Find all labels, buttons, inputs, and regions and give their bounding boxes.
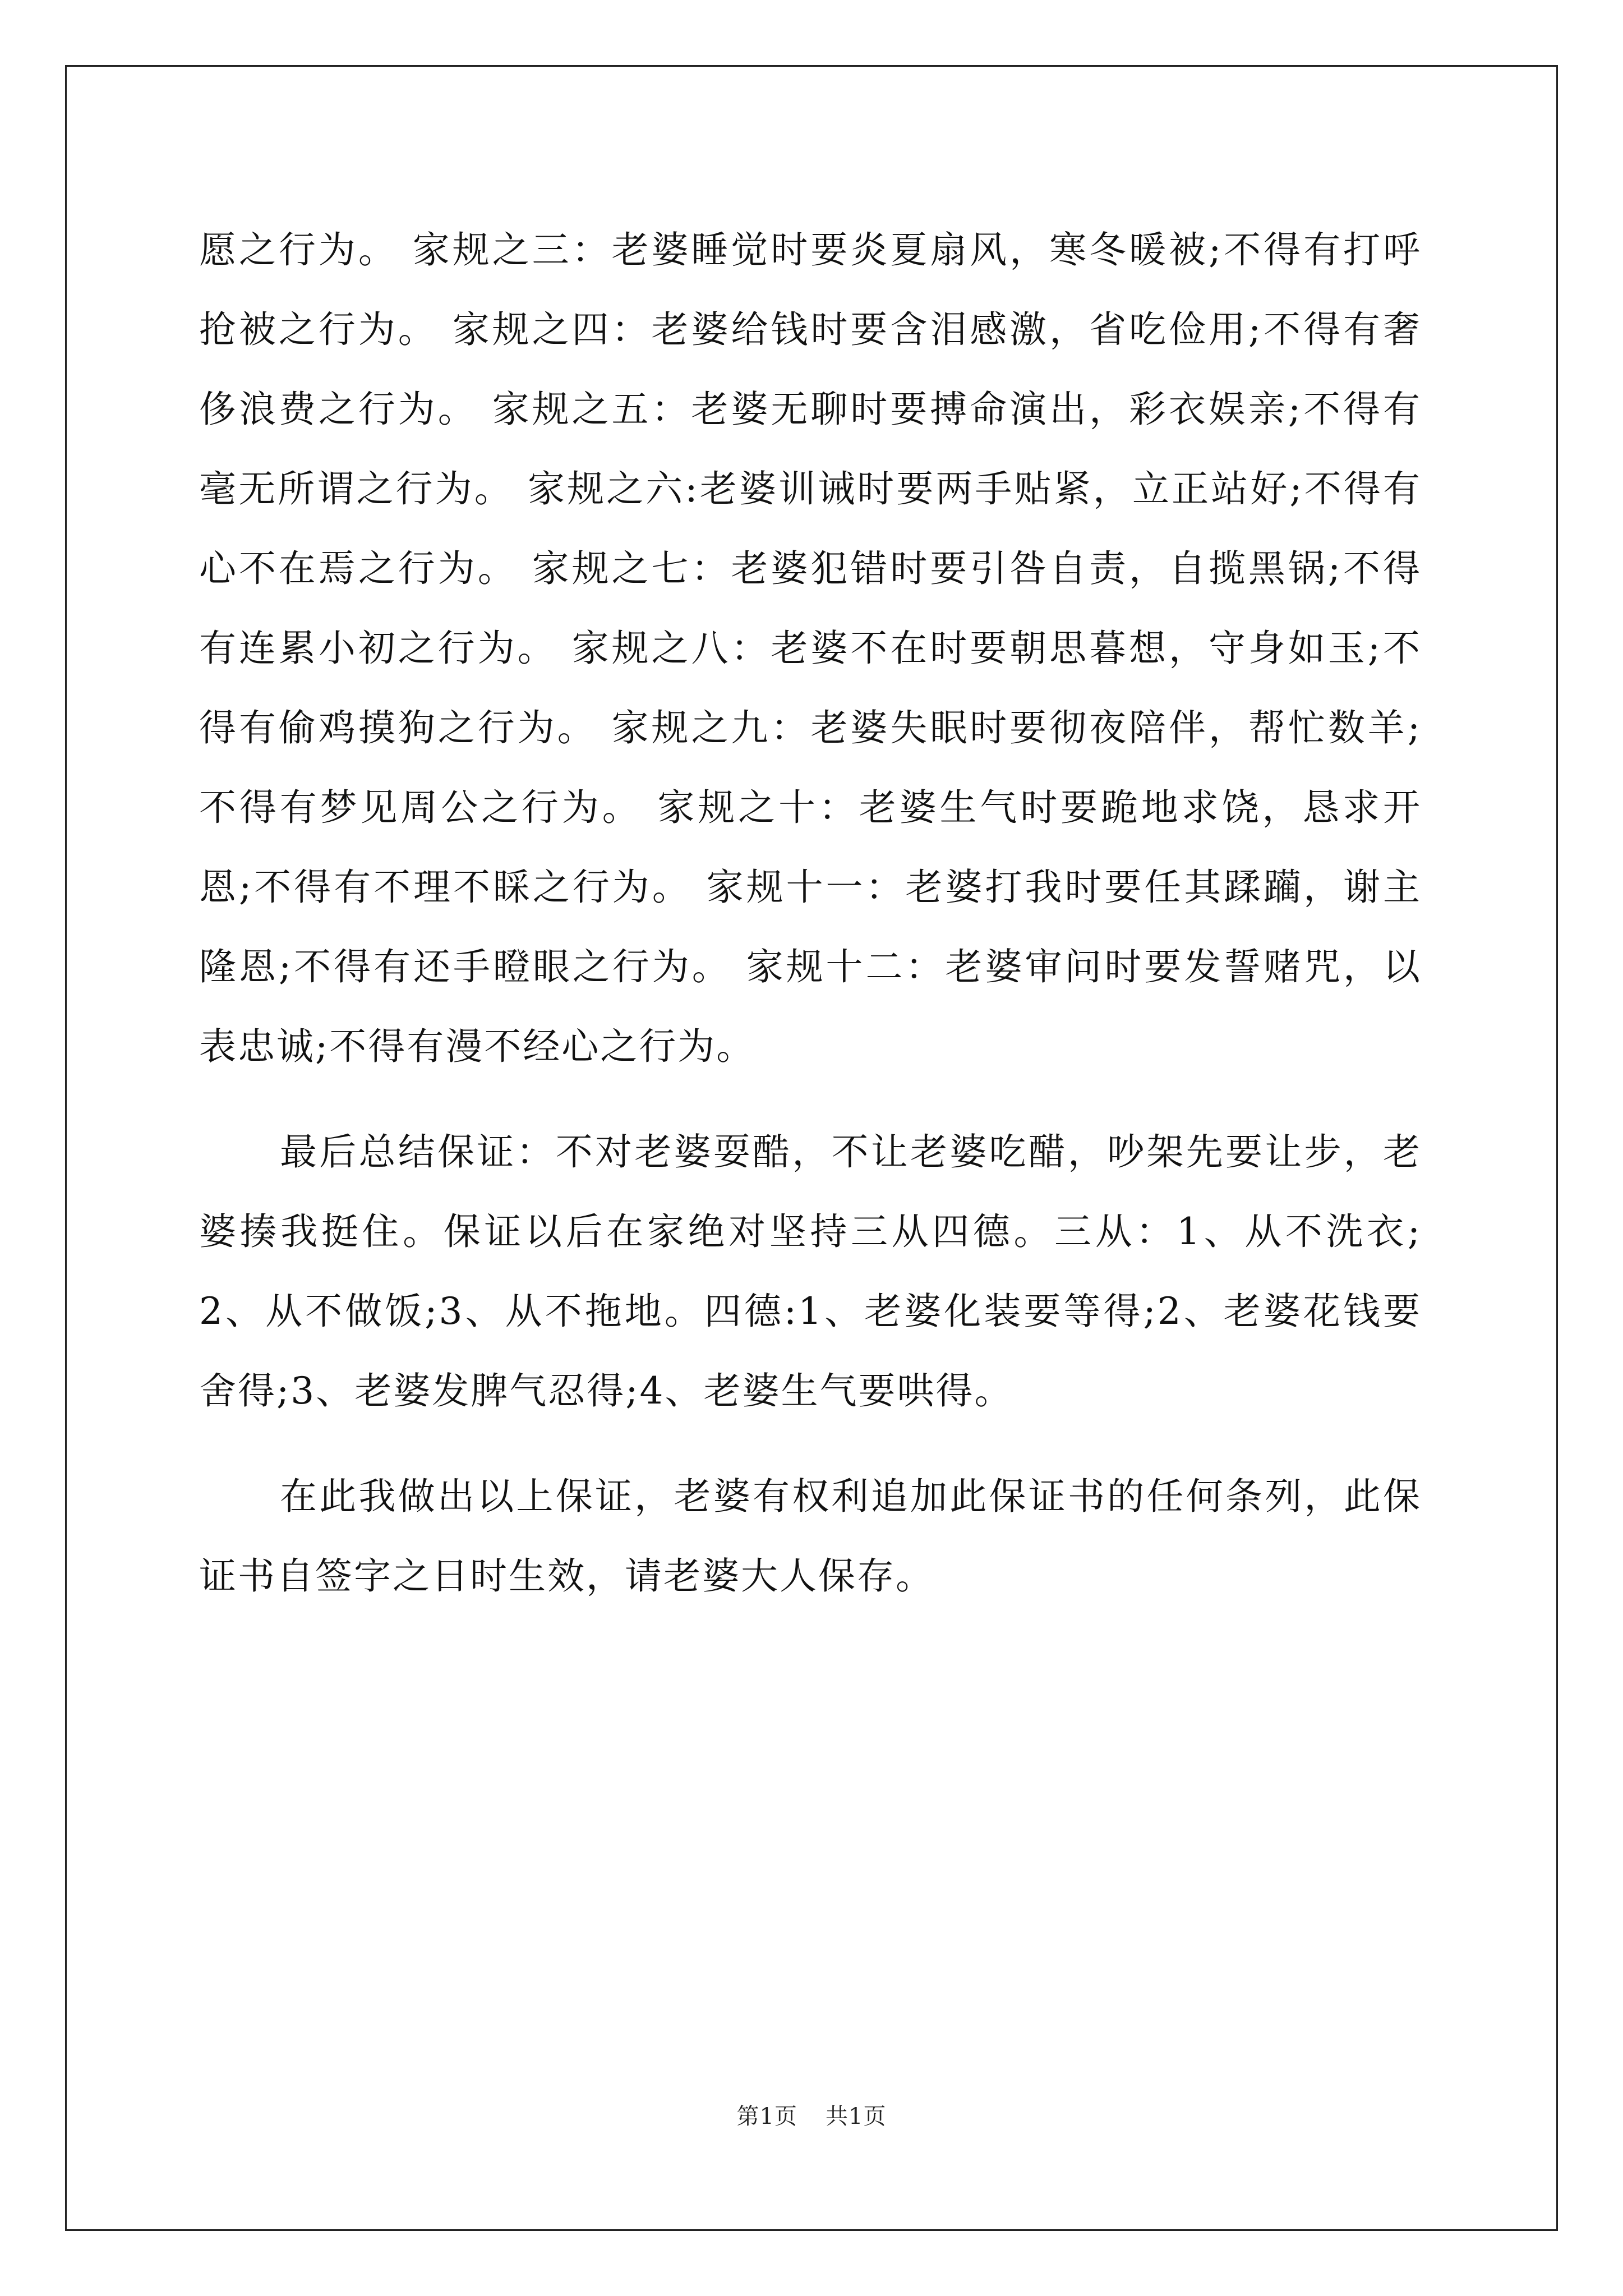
paragraph-closing-statement: 在此我做出以上保证，老婆有权利追加此保证书的任何条列，此保证书自签字之日时生效，请老婆大人保存。 — [199, 1475, 1422, 1598]
paragraph-summary-guarantee: 最后总结保证：不对老婆耍酷，不让老婆吃醋，吵架先要让步，老婆揍我挺住。保证以后在家绝对坚持三从四德。三从：1、从不洗衣;2、从不做饭;3、从不拖地。四德:1、老婆化装要等得;2、老婆花钱要舍得;3、老婆发脾气忍得;4、老婆生气要哄得。 — [199, 1130, 1422, 1412]
page-footer — [0, 2102, 1623, 2131]
page-total: 共1页 — [826, 2104, 887, 2129]
document-body — [199, 210, 1422, 1616]
paragraph-house-rules: 愿之行为。 家规之三：老婆睡觉时要炎夏扇风，寒冬暖被;不得有打呼抢被之行为。 家规之四：老婆给钱时要含泪感激，省吃俭用;不得有奢侈浪费之行为。 家规之五：老婆无聊时要搏命演出，彩衣娱亲;不得有毫无所谓之行为。 家规之六:老婆训诫时要两手贴紧，立正站好;不得有心不在焉之行为。 家规之七：老婆犯错时要引咎自责，自揽黑锅;不得有连累小初之行为。 家规之八：老婆不在时要朝思暮想，守身如玉;不得有偷鸡摸狗之行为。 家规之九：老婆失眠时要彻夜陪伴，帮忙数羊;不得有梦见周公之行为。 家规之十：老婆生气时要跪地求饶，恳求开恩;不得有不理不睬之行为。 家规十一：老婆打我时要任其蹂躏，谢主隆恩;不得有还手瞪眼之行为。 家规十二：老婆审问时要发誓赌咒，以表忠诚;不得有漫不经心之行为。 — [199, 228, 1422, 1068]
page-number: 第1页 — [736, 2104, 797, 2129]
